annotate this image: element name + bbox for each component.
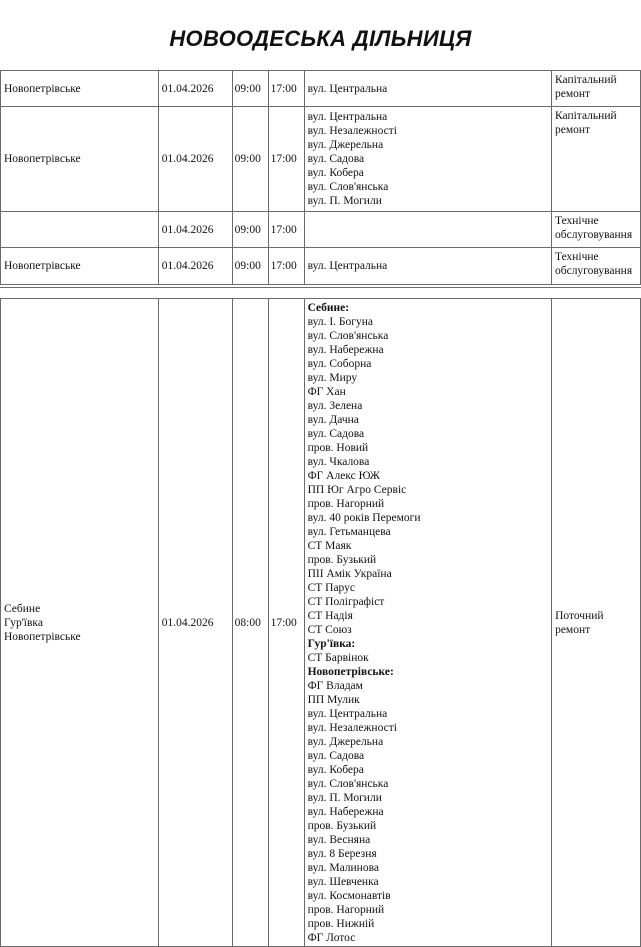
table-row [1,299,641,947]
address-line: вул. Кобера [307,764,364,776]
group-heading: Гур'ївка: [307,638,356,650]
work-type-cell [551,71,640,107]
address-line: вул. Слов'янська [307,181,389,193]
address-line: вул. Космонавтів [307,890,391,902]
address-line: вул. Центральна [307,111,388,123]
date-cell: 01.04.2026 [158,107,232,212]
village-name: Гур'ївка [4,616,43,629]
address-line: вул. П. Могили [307,792,382,804]
work-type-line: обслуговування [554,229,633,241]
address-line: ПП Юг Агро Сервіс [307,484,407,496]
work-type-cell [551,248,640,285]
date-cell: 01.04.2026 [158,71,232,107]
address-line: вул. Миру [307,372,358,384]
address-line: пров. Нагорний [307,498,385,510]
work-type-line: Технічне [554,251,599,263]
address-line: СТ Парус [307,582,356,594]
address-line: вул. Зелена [307,400,363,412]
date-cell: 01.04.2026 [158,212,232,248]
address-line: СТ Поліграфіст [307,596,385,608]
address-line: вул. Дачна [307,414,359,426]
villages-cell [1,299,159,947]
end-time-cell: 17:00 [268,299,304,947]
village-cell: Новопетрівське [1,71,159,107]
work-type-line: Капітальний [554,110,617,122]
address-line: вул. Незалежності [307,722,397,734]
work-type-line: ремонт [555,623,591,636]
address-line: СТ Союз [307,624,352,636]
table-row [1,212,641,248]
address-line: вул. Центральна [307,260,388,272]
work-type-cell [551,212,640,248]
table-row [1,71,641,107]
table-row [1,248,641,285]
address-line: вул. Шевченка [307,876,379,888]
village-cell: Новопетрівське [1,107,159,212]
end-time-cell: 17:00 [268,212,304,248]
village-name: Новопетрівське [4,630,81,643]
date-cell: 01.04.2026 [158,299,232,947]
village-cell [1,212,159,248]
address-list-cell [304,299,552,947]
address-line: вул. Чкалова [307,456,370,468]
address-line: СТ Надія [307,610,353,622]
address-line: пров. Бузький [307,820,377,832]
address-list-cell [304,248,551,285]
address-line: вул. Весняна [307,834,371,846]
address-line: вул. Набережна [307,344,384,356]
address-line: вул. І. Богуна [307,316,374,328]
start-time-cell: 09:00 [232,71,268,107]
address-line: СТ Барвінок [307,652,369,664]
address-line: вул. Садова [307,428,365,440]
address-line: вул. Кобера [307,167,364,179]
address-line: вул. 40 років Перемоги [307,512,421,524]
address-line: вул. Центральна [307,82,388,95]
address-line: вул. Садова [307,153,365,165]
address-line: ФГ Владам [307,680,363,692]
address-line: вул. Малинова [307,862,379,874]
address-line: пров. Бузький [307,554,377,566]
address-line: ПІІ Амік Україна [307,568,392,580]
address-line: пров. Нижній [307,918,375,930]
start-time-cell: 08:00 [232,299,268,947]
end-time-cell: 17:00 [268,107,304,212]
end-time-cell: 17:00 [268,248,304,285]
address-line: вул. Слов'янська [307,778,389,790]
address-line: вул. Гетьманцева [307,526,391,538]
village-name: Себине [4,602,41,615]
address-line: СТ Маяк [307,540,352,552]
address-line: вул. П. Могили [307,195,382,207]
address-line: вул. 8 Березня [307,848,377,860]
address-list-cell [304,71,551,107]
date-cell: 01.04.2026 [158,248,232,285]
address-list-cell [304,212,551,248]
address-line: ПП Мулик [307,694,360,706]
address-line: вул. Садова [307,750,365,762]
start-time-cell: 09:00 [232,107,268,212]
address-line: вул. Незалежності [307,125,397,137]
end-time-cell: 17:00 [268,71,304,107]
group-heading: Себине: [307,302,350,314]
start-time-cell: 09:00 [232,212,268,248]
work-type-line: ремонт [554,88,591,100]
work-type-line: Капітальний [554,74,617,86]
table-separator [0,287,641,288]
address-line: вул. Джерельна [307,736,384,748]
group-heading: Новопетрівське: [307,666,394,678]
address-line: пров. Новий [307,442,369,454]
address-line: пров. Нагорний [307,904,385,916]
schedule-table-1 [0,70,641,285]
work-type-line: ремонт [554,124,591,136]
address-list-cell [304,107,551,212]
work-type-line: обслуговування [554,265,633,277]
address-line: ФГ Лотос [307,932,356,944]
address-line: вул. Джерельна [307,139,384,151]
address-line: вул. Слов'янська [307,330,389,342]
address-line: вул. Центральна [307,708,388,720]
work-type-line: Технічне [554,215,599,227]
schedule-table-2 [0,298,641,947]
table-row [1,107,641,212]
page-title: НОВООДЕСЬКА ДІЛЬНИЦЯ [169,26,472,51]
address-line: ФГ Алекс ЮЖ [307,470,380,482]
work-type-cell [552,299,641,947]
address-line: вул. Набережна [307,806,384,818]
start-time-cell: 09:00 [232,248,268,285]
work-type-cell [551,107,640,212]
village-cell: Новопетрівське [1,248,159,285]
work-type-line: Поточний [555,609,604,622]
address-line: ФГ Хан [307,386,346,398]
address-line: вул. Соборна [307,358,372,370]
